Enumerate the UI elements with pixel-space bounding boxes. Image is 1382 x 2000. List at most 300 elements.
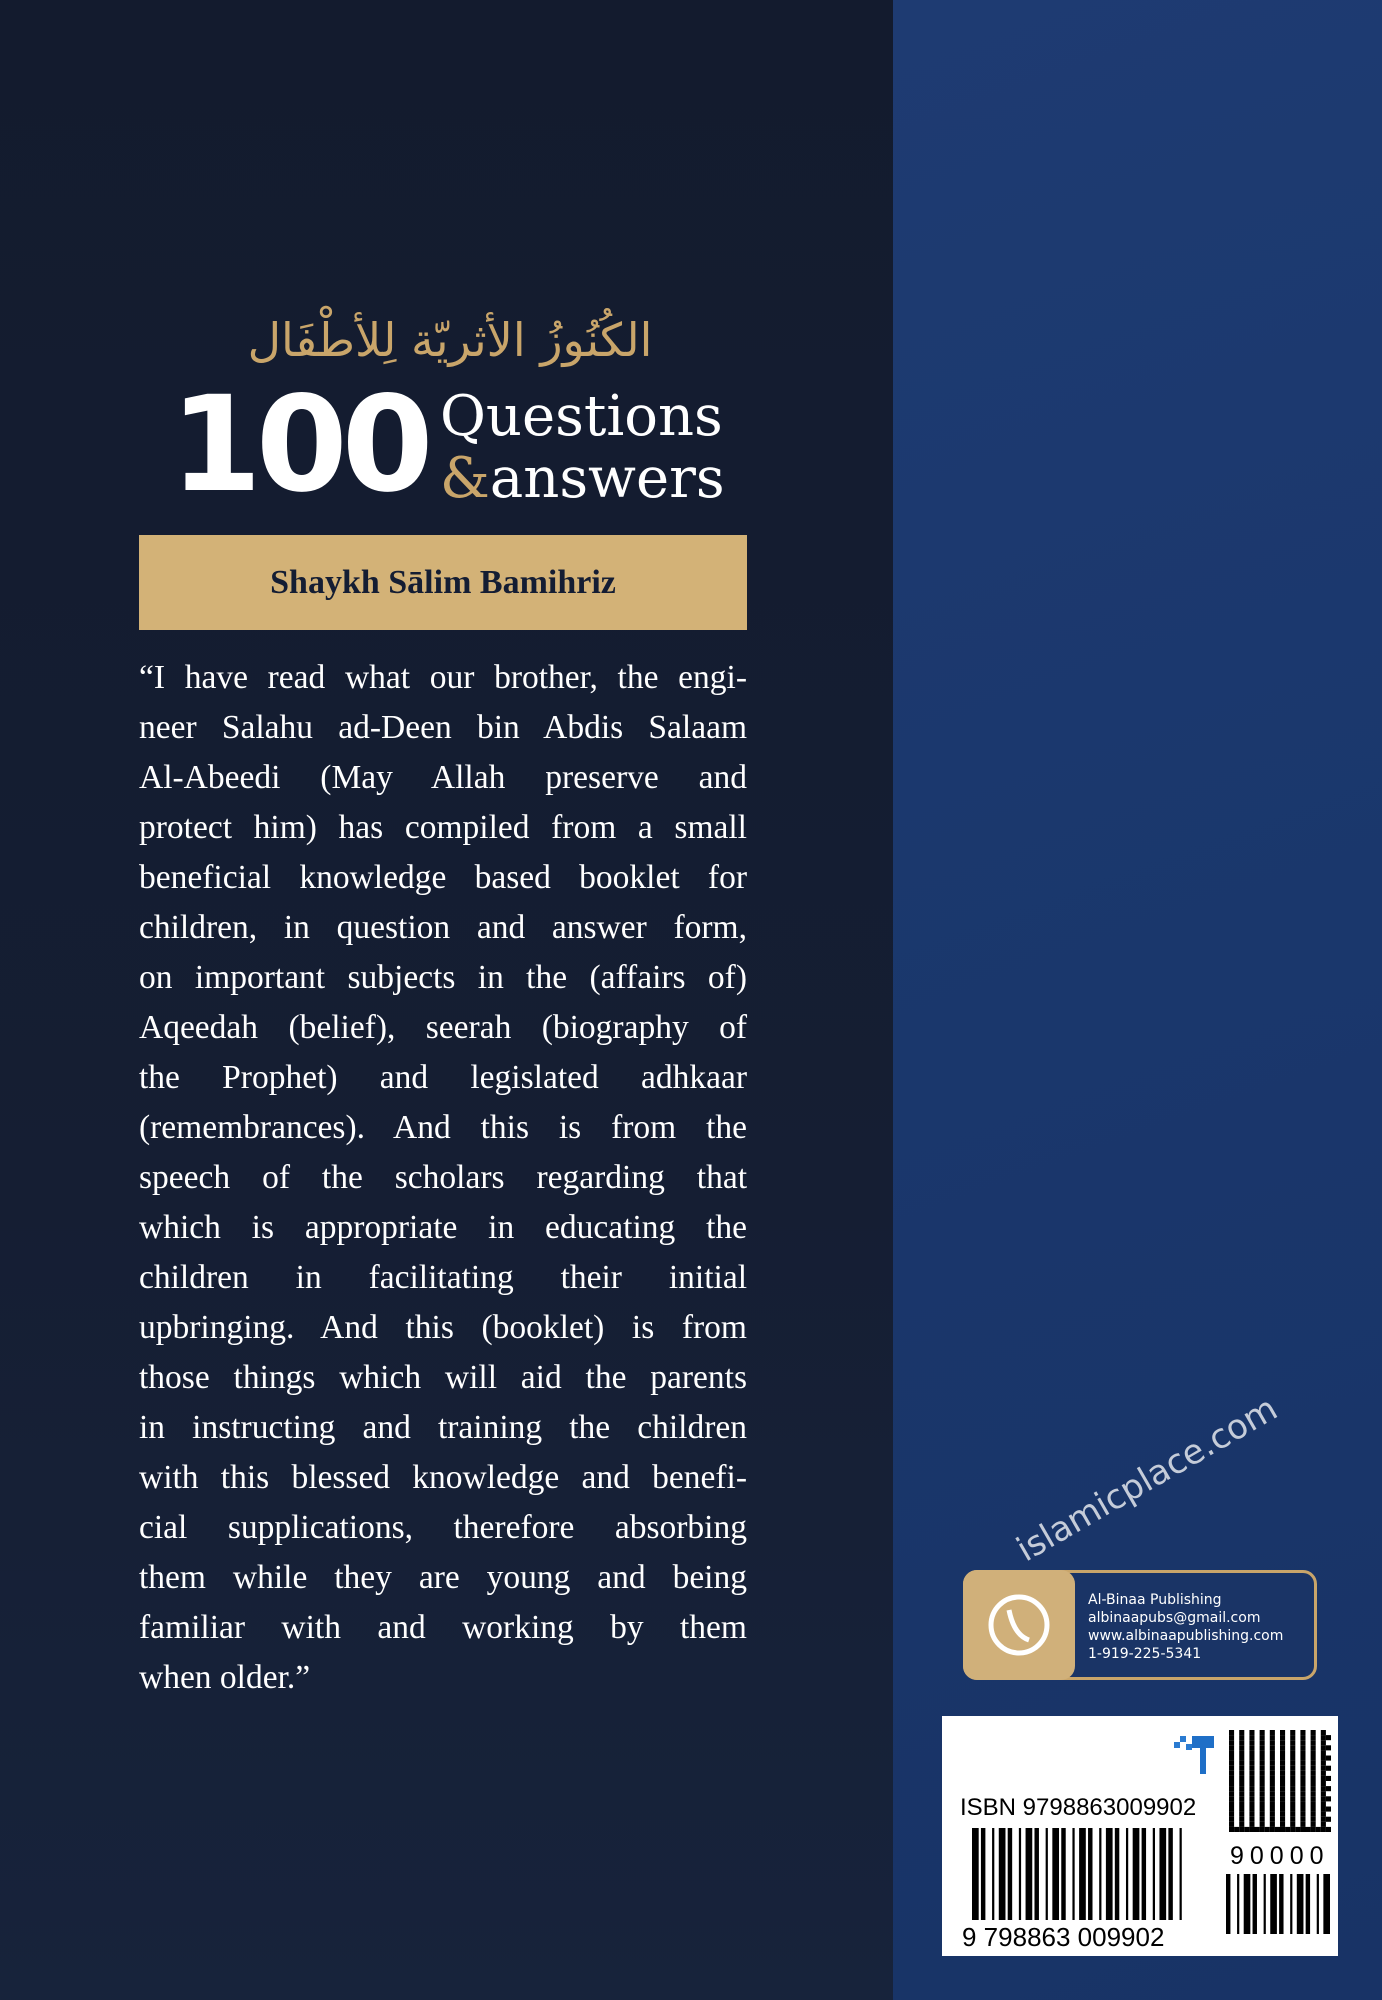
datamatrix-module [1280,1771,1285,1776]
author-banner: Shaykh Sālim Bamihriz [139,535,747,630]
datamatrix-module [1270,1766,1275,1771]
barcode-bar [1115,1828,1119,1920]
datamatrix-module [1229,1750,1234,1755]
barcode-bar [1270,1874,1277,1934]
datamatrix-module [1249,1786,1254,1791]
datamatrix-module [1249,1766,1254,1771]
datamatrix-module [1229,1817,1234,1822]
datamatrix-module [1280,1817,1285,1822]
datamatrix-module [1321,1817,1326,1822]
datamatrix-module [1229,1791,1234,1796]
datamatrix-module [1260,1745,1265,1750]
datamatrix-module [1290,1781,1295,1786]
datamatrix-module [1229,1786,1234,1791]
datamatrix-module [1229,1735,1234,1740]
datamatrix-module [1290,1730,1295,1735]
datamatrix-module [1290,1766,1295,1771]
datamatrix-module [1280,1812,1285,1817]
datamatrix-module [1249,1791,1254,1796]
datamatrix-module [1260,1786,1265,1791]
barcode-digits: 9 798863 009902 [962,1922,1165,1952]
datamatrix-module [1260,1827,1265,1832]
datamatrix-module [1311,1761,1316,1766]
datamatrix-module [1260,1822,1265,1827]
barcode-bar [1088,1828,1092,1920]
datamatrix-module [1239,1761,1244,1766]
datamatrix-module [1300,1801,1305,1806]
datamatrix-module [1260,1791,1265,1796]
datamatrix-module [1285,1827,1290,1832]
datamatrix-module [1321,1781,1326,1786]
barcode-bar [999,1828,1006,1920]
datamatrix-module [1260,1756,1265,1761]
datamatrix-module [1321,1786,1326,1791]
datamatrix-module [1229,1822,1234,1827]
isbn-text: ISBN 9798863009902 [960,1794,1197,1821]
datamatrix-module [1280,1796,1285,1801]
barcode-bar [1253,1874,1257,1934]
barcode-bar [1061,1828,1065,1920]
datamatrix-module [1249,1761,1254,1766]
datamatrix-module [1321,1766,1326,1771]
barcode-bar [1052,1828,1059,1920]
datamatrix-module [1239,1730,1244,1735]
datamatrix-module [1260,1801,1265,1806]
datamatrix-module [1270,1750,1275,1755]
quote-line: those things which will aid the parents [139,1359,747,1396]
datamatrix-module [1270,1735,1275,1740]
datamatrix-module [1326,1817,1331,1822]
datamatrix-module [1229,1812,1234,1817]
datamatrix-module [1234,1827,1239,1832]
quote-line: with this blessed knowledge and benefi- [139,1459,747,1496]
publisher-phone: 1-919-225-5341 [1088,1646,1202,1662]
datamatrix-module [1270,1796,1275,1801]
datamatrix-module [1300,1740,1305,1745]
datamatrix-module [1249,1771,1254,1776]
datamatrix-module [1311,1827,1316,1832]
datamatrix-module [1290,1771,1295,1776]
datamatrix-module [1311,1796,1316,1801]
datamatrix-module [1270,1781,1275,1786]
datamatrix-module [1239,1796,1244,1801]
datamatrix-module [1260,1761,1265,1766]
datamatrix-module [1311,1740,1316,1745]
datamatrix-module [1321,1812,1326,1817]
datamatrix-module [1300,1750,1305,1755]
datamatrix-module [1280,1730,1285,1735]
datamatrix-module [1249,1817,1254,1822]
barcode-bar [1133,1828,1140,1920]
datamatrix-module [1290,1796,1295,1801]
quote-line: beneficial knowledge based booklet for [139,859,747,896]
datamatrix-module [1239,1807,1244,1812]
barcode-bar [1323,1874,1330,1934]
datamatrix-module [1249,1781,1254,1786]
barcode-bar [1306,1874,1310,1934]
datamatrix-module [1326,1796,1331,1801]
datamatrix-module [1321,1761,1326,1766]
datamatrix-module [1239,1740,1244,1745]
datamatrix-module [1280,1735,1285,1740]
datamatrix-module [1326,1807,1331,1812]
datamatrix-module [1260,1817,1265,1822]
datamatrix-module [1229,1756,1234,1761]
datamatrix-code [1229,1730,1331,1832]
datamatrix-module [1229,1807,1234,1812]
datamatrix-module [1270,1771,1275,1776]
quote-line: the Prophet) and legislated adhkaar [139,1059,747,1096]
datamatrix-module [1249,1740,1254,1745]
quote-line: upbringing. And this (booklet) is from [139,1309,747,1346]
barcode-bar [1046,1828,1048,1920]
datamatrix-module [1239,1817,1244,1822]
datamatrix-module [1260,1771,1265,1776]
datamatrix-module [1229,1745,1234,1750]
datamatrix-module [1300,1730,1305,1735]
datamatrix-module [1326,1786,1331,1791]
datamatrix-module [1229,1766,1234,1771]
datamatrix-module [1311,1766,1316,1771]
datamatrix-module [1300,1812,1305,1817]
datamatrix-module [1239,1745,1244,1750]
datamatrix-module [1280,1750,1285,1755]
quote-line: cial supplications, therefore absorbing [139,1509,747,1546]
datamatrix-module [1239,1766,1244,1771]
barcode-bar [1237,1874,1239,1934]
datamatrix-module [1311,1786,1316,1791]
datamatrix-module [1311,1735,1316,1740]
datamatrix-module [1270,1791,1275,1796]
datamatrix-module [1229,1776,1234,1781]
datamatrix-module [1326,1827,1331,1832]
datamatrix-module [1311,1745,1316,1750]
datamatrix-module [1249,1796,1254,1801]
datamatrix-module [1280,1756,1285,1761]
quote-line: familiar with and working by them [139,1609,747,1646]
publisher-logo [963,1570,1075,1680]
datamatrix-module [1290,1807,1295,1812]
barcode-bar [981,1828,985,1920]
datamatrix-module [1249,1735,1254,1740]
quote-line: them while they are young and being [139,1559,747,1596]
datamatrix-module [1311,1807,1316,1812]
quote-line: in instructing and training the children [139,1409,747,1446]
barcode-bar [1026,1828,1033,1920]
barcode-bar [972,1828,979,1920]
datamatrix-module [1270,1801,1275,1806]
datamatrix-module [1260,1750,1265,1755]
quote-line: when older.” [139,1659,311,1696]
barcode-bar [1317,1874,1319,1934]
quote-text [139,653,747,1703]
datamatrix-module [1321,1735,1326,1740]
datamatrix-module [1326,1735,1331,1740]
quote-line: children in facilitating their initial [139,1259,747,1296]
datamatrix-module [1239,1776,1244,1781]
publisher-email: albinaapubs@gmail.com [1088,1610,1261,1626]
datamatrix-module [1249,1776,1254,1781]
datamatrix-module [1300,1761,1305,1766]
datamatrix-module [1270,1740,1275,1745]
datamatrix-module [1280,1786,1285,1791]
barcode-bar [1180,1828,1182,1920]
datamatrix-module [1300,1817,1305,1822]
datamatrix-module [1300,1756,1305,1761]
barcode-bar [1126,1828,1128,1920]
datamatrix-module [1311,1781,1316,1786]
datamatrix-module [1290,1776,1295,1781]
isbn-barcode [972,1828,1184,1920]
datamatrix-module [1300,1776,1305,1781]
datamatrix-module [1311,1822,1316,1827]
datamatrix-module [1321,1827,1326,1832]
datamatrix-module [1300,1786,1305,1791]
datamatrix-module [1275,1827,1280,1832]
datamatrix-module [1290,1756,1295,1761]
datamatrix-module [1300,1827,1305,1832]
datamatrix-module [1290,1791,1295,1796]
datamatrix-module [1249,1745,1254,1750]
datamatrix-module [1229,1761,1234,1766]
barcode-bar [1099,1828,1101,1920]
publisher-name: Al-Binaa Publishing [1088,1592,1222,1608]
datamatrix-module [1229,1740,1234,1745]
datamatrix-module [1300,1766,1305,1771]
datamatrix-module [1270,1756,1275,1761]
datamatrix-module [1255,1827,1260,1832]
datamatrix-module [1260,1781,1265,1786]
price-code: 90000 [1230,1842,1330,1870]
printer-logo-icon [1174,1734,1216,1776]
datamatrix-module [1249,1827,1254,1832]
datamatrix-module [1280,1801,1285,1806]
datamatrix-module [1290,1735,1295,1740]
datamatrix-module [1306,1827,1311,1832]
datamatrix-module [1239,1827,1244,1832]
barcode-bar [1168,1828,1172,1920]
datamatrix-module [1239,1735,1244,1740]
datamatrix-module [1300,1791,1305,1796]
arabic-title: الكُنُوزُ الأثريّة لِلأطْفَال [247,313,653,367]
price-barcode [1226,1874,1330,1934]
barcode-bar [1034,1828,1038,1920]
datamatrix-module [1295,1827,1300,1832]
datamatrix-module [1239,1791,1244,1796]
barcode-bar [1008,1828,1012,1920]
datamatrix-module [1249,1750,1254,1755]
barcode-bar [1297,1874,1304,1934]
title-number: 100 [170,368,428,522]
datamatrix-module [1260,1807,1265,1812]
quote-line: Aqeedah (belief), seerah (biography of [139,1009,747,1046]
datamatrix-module [1270,1776,1275,1781]
datamatrix-module [1229,1801,1234,1806]
title-line-questions: Questions [440,384,723,449]
datamatrix-module [1321,1750,1326,1755]
datamatrix-module [1280,1822,1285,1827]
datamatrix-module [1239,1786,1244,1791]
datamatrix-module [1290,1786,1295,1791]
barcode-bar [1226,1874,1230,1934]
datamatrix-module [1239,1771,1244,1776]
publisher-website: www.albinaapublishing.com [1088,1628,1284,1644]
barcode-bar [1290,1874,1292,1934]
datamatrix-module [1229,1781,1234,1786]
datamatrix-module [1270,1817,1275,1822]
title-text [440,386,725,510]
quote-line: “I have read what our brother, the engi- [139,659,747,696]
barcode-label [942,1716,1338,1956]
barcode-bar [992,1828,994,1920]
datamatrix-module [1311,1776,1316,1781]
datamatrix-module [1321,1745,1326,1750]
datamatrix-module [1300,1781,1305,1786]
datamatrix-module [1270,1807,1275,1812]
datamatrix-module [1270,1730,1275,1735]
datamatrix-module [1260,1776,1265,1781]
barcode-bar [1142,1828,1146,1920]
datamatrix-module [1300,1745,1305,1750]
datamatrix-module [1280,1776,1285,1781]
datamatrix-module [1321,1807,1326,1812]
quote-line: speech of the scholars regarding that [139,1159,747,1196]
quote-line: (remembrances). And this is from the [139,1109,747,1146]
title-line-answers: answers [489,446,725,511]
datamatrix-module [1239,1822,1244,1827]
datamatrix-module [1229,1730,1234,1735]
datamatrix-module [1311,1756,1316,1761]
datamatrix-module [1239,1801,1244,1806]
datamatrix-module [1260,1766,1265,1771]
datamatrix-module [1321,1740,1326,1745]
datamatrix-module [1290,1740,1295,1745]
datamatrix-module [1260,1812,1265,1817]
datamatrix-module [1249,1756,1254,1761]
datamatrix-module [1260,1730,1265,1735]
datamatrix-module [1321,1822,1326,1827]
datamatrix-module [1311,1750,1316,1755]
datamatrix-module [1249,1801,1254,1806]
datamatrix-module [1300,1735,1305,1740]
datamatrix-module [1265,1827,1270,1832]
barcode-bar [1279,1874,1283,1934]
barcode-bar [1106,1828,1113,1920]
datamatrix-module [1326,1756,1331,1761]
datamatrix-module [1290,1761,1295,1766]
quote-line: children, in question and answer form, [139,909,747,946]
datamatrix-module [1321,1771,1326,1776]
datamatrix-module [1311,1817,1316,1822]
datamatrix-module [1290,1812,1295,1817]
datamatrix-module [1249,1822,1254,1827]
datamatrix-module [1326,1745,1331,1750]
datamatrix-module [1311,1801,1316,1806]
datamatrix-module [1270,1827,1275,1832]
barcode-bar [1079,1828,1086,1920]
datamatrix-module [1229,1771,1234,1776]
datamatrix-module [1290,1745,1295,1750]
barcode-bar [1159,1828,1166,1920]
datamatrix-module [1280,1807,1285,1812]
datamatrix-module [1260,1735,1265,1740]
quote-line: on important subjects in the (affairs of) [139,959,747,996]
datamatrix-module [1249,1812,1254,1817]
quote-line: Al-Abeedi (May Allah preserve and [139,759,747,796]
datamatrix-module [1311,1771,1316,1776]
datamatrix-module [1229,1796,1234,1801]
quote-line: neer Salahu ad-Deen bin Abdis Salaam [139,709,747,746]
datamatrix-module [1321,1801,1326,1806]
datamatrix-module [1326,1776,1331,1781]
datamatrix-module [1270,1822,1275,1827]
title-ampersand: & [440,446,490,511]
datamatrix-module [1270,1761,1275,1766]
datamatrix-module [1290,1827,1295,1832]
datamatrix-module [1280,1827,1285,1832]
datamatrix-module [1300,1822,1305,1827]
datamatrix-module [1270,1786,1275,1791]
datamatrix-module [1290,1822,1295,1827]
barcode-bar [1264,1874,1266,1934]
datamatrix-module [1239,1812,1244,1817]
datamatrix-module [1244,1827,1249,1832]
datamatrix-module [1260,1796,1265,1801]
datamatrix-module [1321,1776,1326,1781]
datamatrix-module [1280,1781,1285,1786]
datamatrix-module [1280,1791,1285,1796]
datamatrix-module [1300,1796,1305,1801]
barcode-bar [1019,1828,1021,1920]
datamatrix-module [1249,1730,1254,1735]
datamatrix-module [1311,1791,1316,1796]
quote-line: which is appropriate in educating the [139,1209,747,1246]
datamatrix-module [1316,1827,1321,1832]
barcode-bar [1244,1874,1251,1934]
datamatrix-module [1311,1812,1316,1817]
barcode-bar [1072,1828,1074,1920]
datamatrix-module [1321,1756,1326,1761]
datamatrix-module [1239,1756,1244,1761]
datamatrix-module [1239,1781,1244,1786]
publisher-box [963,1570,1317,1680]
datamatrix-module [1290,1801,1295,1806]
datamatrix-module [1311,1730,1316,1735]
datamatrix-module [1321,1796,1326,1801]
datamatrix-module [1321,1791,1326,1796]
datamatrix-module [1229,1827,1234,1832]
datamatrix-module [1280,1766,1285,1771]
datamatrix-module [1326,1766,1331,1771]
datamatrix-module [1239,1750,1244,1755]
datamatrix-module [1249,1807,1254,1812]
datamatrix-module [1270,1745,1275,1750]
datamatrix-module [1290,1817,1295,1822]
barcode-bar [1153,1828,1155,1920]
datamatrix-module [1280,1745,1285,1750]
datamatrix-module [1300,1807,1305,1812]
datamatrix-module [1270,1812,1275,1817]
watermark: islamicplace.com [1010,1388,1285,1570]
datamatrix-module [1290,1750,1295,1755]
datamatrix-module [1321,1730,1326,1735]
datamatrix-module [1280,1740,1285,1745]
datamatrix-module [1260,1740,1265,1745]
back-cover-spine-panel [893,0,1382,2000]
datamatrix-module [1280,1761,1285,1766]
datamatrix-module [1300,1771,1305,1776]
quote-line: protect him) has compiled from a small [139,809,747,846]
